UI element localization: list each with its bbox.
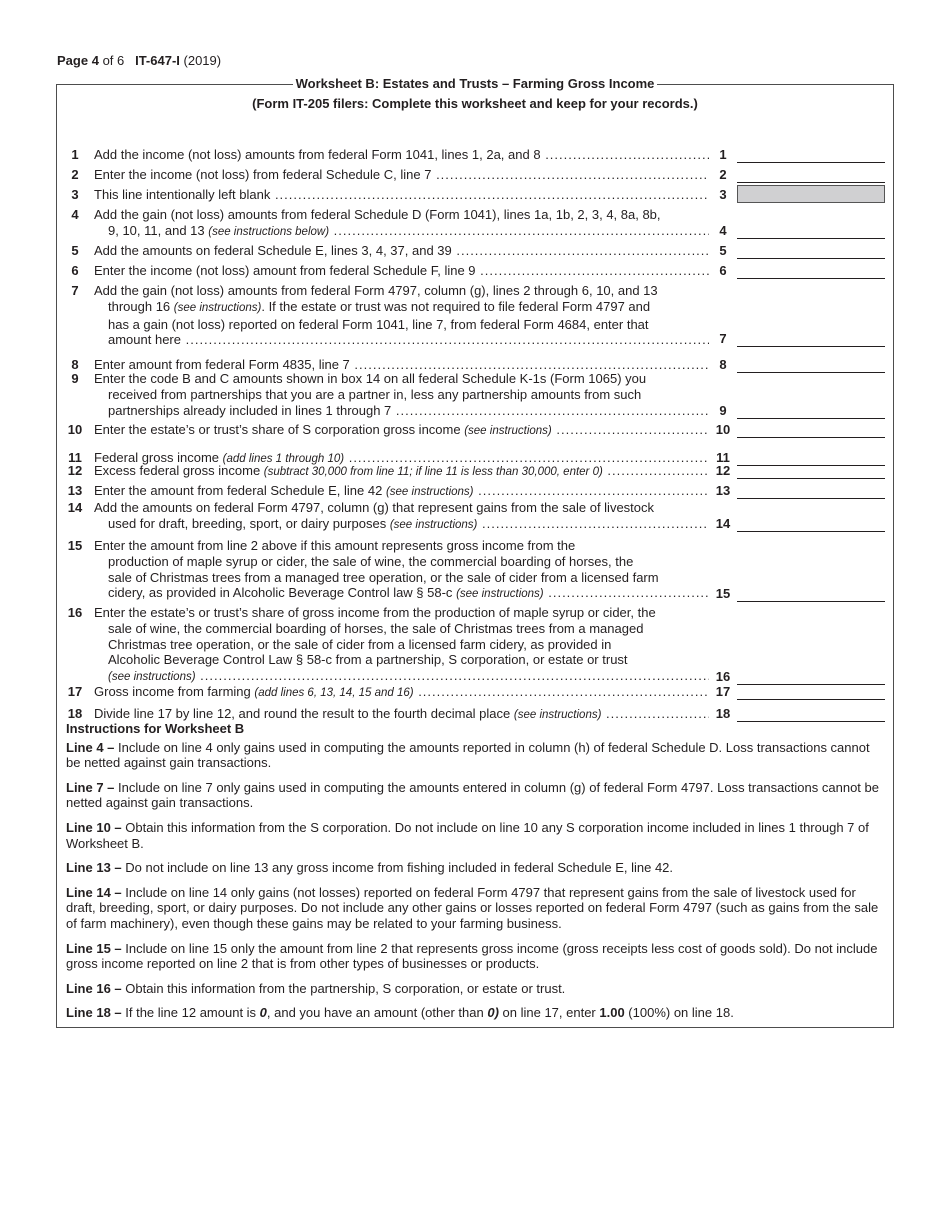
line-description: Enter the amount from federal Schedule E, line 42 (see instructions) .....	[94, 483, 709, 501]
instruction-item: Line 4 – Include on line 4 only gains used in computing the amounts reported in column (h) of federal Schedule D. Loss transactions cannot be netted against gain transactions.	[66, 739, 870, 771]
line-ref-number: 10	[715, 422, 731, 438]
instruction-item: Line 15 – Include on line 15 only the amount from line 2 that represents gross income (gross receipts less cost of goods sold). Do not include gross income reported on line 2 that is from other types of businesses or products.	[66, 940, 878, 972]
page-header	[57, 53, 221, 68]
worksheet-line-9	[57, 371, 895, 419]
worksheet-line-3	[57, 187, 895, 203]
worksheet-line-4	[57, 207, 895, 239]
line-ref-number: 12	[715, 463, 731, 479]
line-description: Enter the income (not loss) amount from federal Schedule F, line 9 .....	[94, 263, 709, 279]
line-5-amount-field[interactable]	[737, 241, 885, 259]
line-ref-number: 9	[719, 403, 727, 419]
line-description: Add the amounts on federal Schedule E, lines 3, 4, 37, and 39 .....	[94, 243, 709, 259]
line-description: Enter the income (not loss) from federal Schedule C, line 7 .....	[94, 167, 709, 183]
worksheet-line-13	[57, 483, 895, 499]
line-ref-number: 18	[715, 706, 731, 722]
worksheet-line-17	[57, 684, 895, 700]
page-number: 4	[91, 53, 99, 68]
worksheet-line-18	[57, 706, 895, 722]
line-ref-number: 4	[719, 223, 727, 239]
line-number: 1	[71, 147, 79, 162]
worksheet-line-10	[57, 422, 895, 438]
line-12-amount-field[interactable]	[737, 461, 885, 479]
line-ref-number: 8	[719, 357, 727, 373]
line-number: 14	[67, 500, 83, 515]
line-4-amount-field[interactable]	[737, 221, 885, 239]
worksheet-line-2	[57, 167, 895, 183]
line-18-amount-field[interactable]	[737, 704, 885, 722]
line-number: 9	[71, 371, 79, 386]
line-description: Add the amounts on federal Form 4797, column (g) that represent gains from the sale of livestock used for draft, breeding, sport, or dairy purposes (see instructions) .....	[94, 500, 709, 534]
line-1-amount-field[interactable]	[737, 145, 885, 163]
line-ref-number: 1	[719, 147, 727, 163]
worksheet-line-12	[57, 463, 895, 479]
worksheet-line-1	[57, 147, 895, 163]
line-13-amount-field[interactable]	[737, 481, 885, 499]
instructions-heading: Instructions for Worksheet B	[66, 721, 245, 736]
line-ref-number: 2	[719, 167, 727, 183]
line-3-amount-field	[737, 185, 885, 203]
line-description: Excess federal gross income (subtract 30,000 from line 11; if line 11 is less than 30,000, enter 0) .....	[94, 463, 709, 481]
line-description: Add the gain (not loss) amounts from federal Form 4797, column (g), lines 2 through 6, 10, and 13 through 16 (see instructions). If the estate or trust was not required to file federal Form 4797 and has a gain (not loss) reported on federal Form 1041, line 7, from federal Form 4684, enter that amount here .....	[94, 283, 709, 348]
instructions-section	[66, 721, 886, 1030]
line-description: Gross income from farming (add lines 6, 13, 14, 15 and 16) .....	[94, 684, 709, 702]
line-ref-number: 15	[715, 586, 731, 602]
line-description: Add the income (not loss) amounts from federal Form 1041, lines 1, 2a, and 8 .....	[94, 147, 709, 163]
line-number: 18	[67, 706, 83, 721]
line-description: Enter the estate’s or trust’s share of gross income from the production of maple syrup or cider, the sale of wine, the commercial boarding of horses, the sale of Christmas trees from a managed Christmas tree operation, or the sale of cider from a licensed farm cidery, as provided in Alcoholic Beverage Control Law § 58-c from a partnership, S corporation, or estate or trust (see instructions) .....	[94, 605, 709, 686]
worksheet-line-16	[57, 605, 895, 685]
worksheet-line-5	[57, 243, 895, 259]
instruction-item: Line 7 – Include on line 7 only gains used in computing the amounts entered in column (g) of federal Form 4797. Loss transactions cannot be netted against gain transactions.	[66, 779, 879, 811]
worksheet-subtitle: (Form IT-205 filers: Complete this worksheet and keep for your records.)	[252, 96, 698, 111]
line-6-amount-field[interactable]	[737, 261, 885, 279]
line-description: Add the gain (not loss) amounts from federal Schedule D (Form 1041), lines 1a, 1b, 2, 3, 4, 8a, 8b, 9, 10, 11, and 13 (see instructions below) .....	[94, 207, 709, 241]
line-number: 5	[71, 243, 79, 258]
worksheet-line-6	[57, 263, 895, 279]
line-description: Enter the code B and C amounts shown in box 14 on all federal Schedule K-1s (Form 1065) you received from partnerships that you are a partner in, less any partnership amounts from such partnerships already included in lines 1 through 7 .....	[94, 371, 709, 418]
line-number: 4	[71, 207, 79, 222]
line-number: 7	[71, 283, 79, 298]
line-number: 11	[68, 450, 82, 465]
line-description: Enter the amount from line 2 above if this amount represents gross income from the production of maple syrup or cider, the sale of wine, the commercial boarding of horses, the sale of Christmas trees from a managed tree operation, or the sale of cider from a licensed farm cidery, as provided in Alcoholic Beverage Control law § 58-c (see instructions) .....	[94, 538, 709, 603]
form-year: (2019)	[183, 53, 222, 68]
worksheet-title: Worksheet B: Estates and Trusts – Farming Gross Income	[57, 76, 893, 92]
line-ref-number: 13	[715, 483, 731, 499]
instruction-item: Line 16 – Obtain this information from the partnership, S corporation, or estate or trust.	[66, 980, 566, 996]
worksheet-line-14	[57, 500, 895, 532]
line-number: 17	[67, 684, 83, 699]
line-description: Enter the estate’s or trust’s share of S corporation gross income (see instructions) .....	[94, 422, 709, 440]
page-label: Page	[57, 53, 89, 68]
line-7-amount-field[interactable]	[737, 329, 885, 347]
line-number: 15	[67, 538, 83, 553]
instruction-item: Line 14 – Include on line 14 only gains (not losses) reported on federal Form 4797 that represent gains from the sale of livestock used for draft, breeding, sport, or dairy purposes. Do not include any other gains or losses reported on federal Form 4797 (such as gains from the sale of farm machinery), even though these gains may be related to your farming business.	[66, 884, 879, 931]
line-number: 12	[67, 463, 83, 478]
line-2-amount-field[interactable]	[737, 165, 885, 183]
line-description: This line intentionally left blank .....	[94, 187, 709, 203]
line-ref-number: 3	[719, 187, 727, 203]
worksheet-b-box	[56, 76, 894, 1028]
line-number: 3	[71, 187, 79, 202]
line-description: Divide line 17 by line 12, and round the result to the fourth decimal place (see instructions) .....	[94, 706, 709, 724]
line-10-amount-field[interactable]	[737, 420, 885, 438]
line-number: 16	[67, 605, 83, 620]
line-ref-number: 14	[715, 516, 731, 532]
line-number: 8	[71, 357, 79, 372]
line-ref-number: 17	[715, 684, 731, 700]
line-9-amount-field[interactable]	[737, 401, 885, 419]
line-17-amount-field[interactable]	[737, 682, 885, 700]
page-of: of 6	[102, 53, 125, 68]
line-15-amount-field[interactable]	[737, 584, 885, 602]
line-14-amount-field[interactable]	[737, 514, 885, 532]
line-ref-number: 11	[716, 450, 730, 466]
line-number: 6	[71, 263, 79, 278]
line-ref-number: 5	[719, 243, 727, 259]
line-ref-number: 6	[719, 263, 727, 279]
worksheet-line-15	[57, 538, 895, 602]
worksheet-line-7	[57, 283, 895, 347]
instruction-item: Line 13 – Do not include on line 13 any gross income from fishing included in federal Schedule E, line 42.	[66, 860, 674, 876]
line-ref-number: 16	[715, 669, 731, 685]
form-id: IT-647-I	[135, 53, 180, 68]
instruction-item: Line 10 – Obtain this information from the S corporation. Do not include on line 10 any S corporation income included in lines 1 through 7 of Worksheet B.	[66, 819, 869, 851]
instruction-line-18: Line 18 – If the line 12 amount is 0, and you have an amount (other than 0) on line 17, enter 1.00 (100%) on line 18.	[66, 1005, 734, 1021]
line-ref-number: 7	[719, 331, 727, 347]
line-description: Enter amount from federal Form 4835, line 7 .....	[94, 357, 709, 373]
line-number: 10	[67, 422, 83, 437]
line-number: 13	[67, 483, 83, 498]
line-description: Federal gross income (add lines 1 through 10) .....	[94, 450, 709, 468]
line-number: 2	[71, 167, 79, 182]
